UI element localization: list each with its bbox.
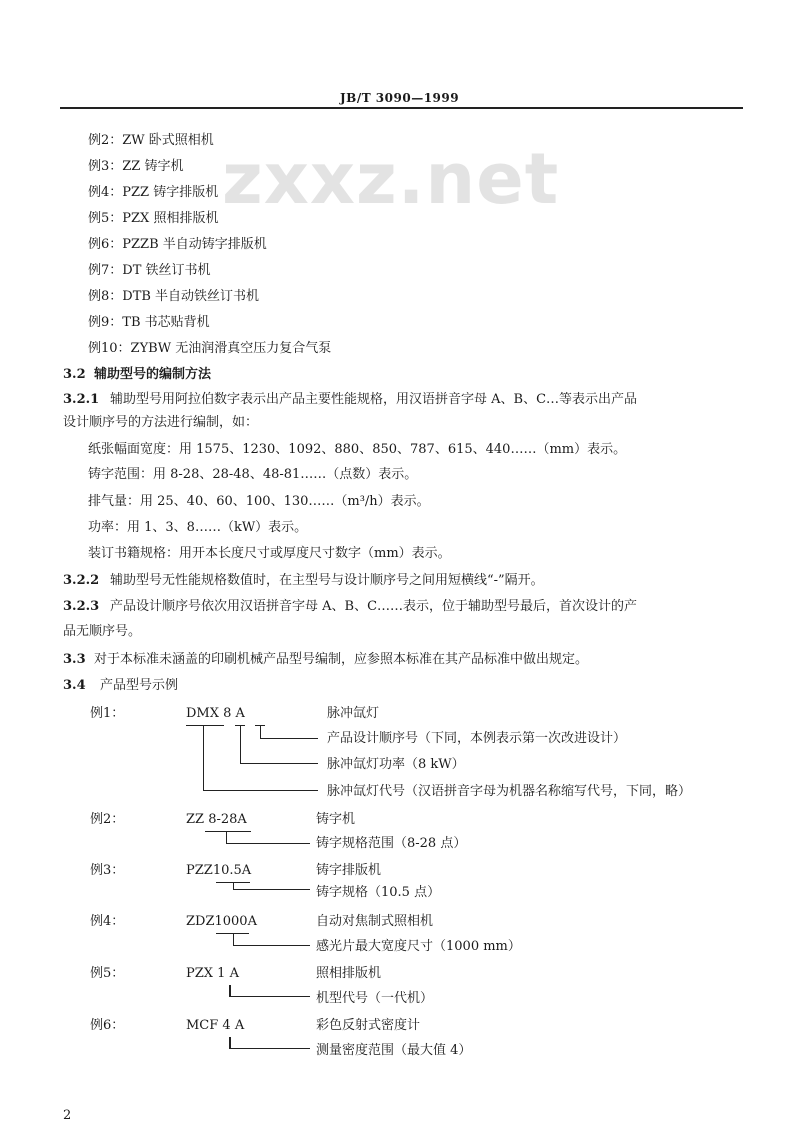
section-title: 产品型号示例: [100, 678, 179, 693]
annotation-text: 机型代号（一代机）: [316, 991, 434, 1006]
annotation-text: 产品设计顺序号（下同，本例表示第一次改进设计）: [327, 731, 627, 746]
section-title: 辅助型号的编制方法: [94, 367, 212, 382]
example-label: 例3：: [90, 863, 125, 878]
annotation-text: 铸字规格范围（8-28 点）: [316, 836, 467, 851]
connector-line: [240, 763, 318, 764]
annotation-text: 测量密度范围（最大值 4）: [316, 1043, 472, 1058]
spec-item: 功率：用 1、3、8……（kW）表示。: [88, 520, 308, 535]
page-number: 2: [63, 1108, 72, 1123]
model-underline: [186, 725, 224, 726]
connector-line: [260, 738, 318, 739]
spec-item: 纸张幅面宽度：用 1575、1230、1092、880、850、787、615、440……（mm）表示。: [88, 442, 627, 457]
example-line: 例2：ZW 卧式照相机: [88, 133, 214, 148]
example-label: 例6：: [90, 1018, 125, 1033]
connector-line: [233, 882, 234, 889]
paragraph-line: 对于本标准未涵盖的印刷机械产品型号编制，应参照本标准在其产品标准中做出规定。: [94, 652, 589, 667]
spec-item: 排气量：用 25、40、60、100、130……（m³/h）表示。: [88, 494, 430, 509]
connector-line: [229, 996, 310, 997]
annotation-text: 脉冲氙灯功率（8 kW）: [327, 757, 465, 772]
header-rule: [60, 107, 743, 109]
model-code: ZDZ1000A: [186, 914, 257, 929]
connector-line: [226, 831, 227, 843]
connector-line: [233, 945, 310, 946]
product-name: 铸字排版机: [316, 863, 382, 878]
product-name: 脉冲氙灯: [327, 706, 380, 721]
product-name: 照相排版机: [316, 966, 382, 981]
example-label: 例4：: [90, 914, 125, 929]
example-line: 例3：ZZ 铸字机: [88, 159, 184, 174]
product-name: 铸字机: [316, 812, 356, 827]
connector-line: [233, 933, 234, 945]
example-label: 例1：: [90, 706, 125, 721]
section-number: 3.2: [63, 367, 86, 382]
model-code: MCF 4 A: [186, 1018, 245, 1033]
model-code: DMX 8 A: [186, 706, 245, 721]
connector-line: [226, 843, 310, 844]
example-line: 例6：PZZB 半自动铸字排版机: [88, 237, 267, 252]
section-number: 3.3: [63, 652, 86, 667]
example-line: 例10：ZYBW 无油润滑真空压力复合气泵: [88, 341, 332, 356]
paragraph-line: 产品设计顺序号依次用汉语拼音字母 A、B、C……表示，位于辅助型号最后，首次设计的产: [110, 599, 638, 614]
example-line: 例4：PZZ 铸字排版机: [88, 185, 219, 200]
paragraph-line: 品无顺序号。: [63, 624, 142, 639]
model-code: PZX 1 A: [186, 966, 239, 981]
section-number: 3.2.3: [63, 599, 100, 614]
paragraph-line: 辅助型号无性能规格数值时，在主型号与设计顺序号之间用短横线“-”隔开。: [110, 573, 544, 588]
connector-line: [203, 790, 318, 791]
section-number: 3.2.2: [63, 573, 100, 588]
standard-number: JB/T 3090—1999: [340, 91, 460, 105]
connector-line: [229, 1048, 310, 1049]
section-number: 3.4: [63, 678, 86, 693]
example-label: 例2：: [90, 812, 125, 827]
paragraph-line: 设计顺序号的方法进行编制，如：: [63, 415, 259, 430]
model-code: ZZ 8-28A: [186, 812, 247, 827]
connector-line: [260, 725, 261, 738]
example-label: 例5：: [90, 966, 125, 981]
model-underline: [205, 831, 251, 832]
connector-line: [233, 889, 310, 890]
watermark: zxxz.net: [222, 138, 560, 220]
example-line: 例5：PZX 照相排版机: [88, 211, 219, 226]
spec-item: 装订书籍规格：用开本长度尺寸或厚度尺寸数字（mm）表示。: [88, 546, 451, 561]
example-line: 例8：DTB 半自动铁丝订书机: [88, 289, 260, 304]
connector-line: [203, 725, 204, 790]
example-line: 例9：TB 书芯贴背机: [88, 315, 210, 330]
spec-item: 铸字范围：用 8-28、28-48、48-81……（点数）表示。: [88, 467, 418, 482]
annotation-text: 感光片最大宽度尺寸（1000 mm）: [316, 939, 521, 954]
product-name: 彩色反射式密度计: [316, 1018, 421, 1033]
section-number: 3.2.1: [63, 392, 100, 407]
connector-line: [240, 725, 241, 763]
paragraph-line: 辅助型号用阿拉伯数字表示出产品主要性能规格，用汉语拼音字母 A、B、C…等表示出产品: [110, 392, 638, 407]
model-code: PZZ10.5A: [186, 863, 252, 878]
product-name: 自动对焦制式照相机: [316, 914, 434, 929]
example-line: 例7：DT 铁丝订书机: [88, 263, 211, 278]
annotation-text: 脉冲氙灯代号（汉语拼音字母为机器名称缩写代号，下同，略）: [327, 784, 692, 799]
annotation-text: 铸字规格（10.5 点）: [316, 885, 441, 900]
